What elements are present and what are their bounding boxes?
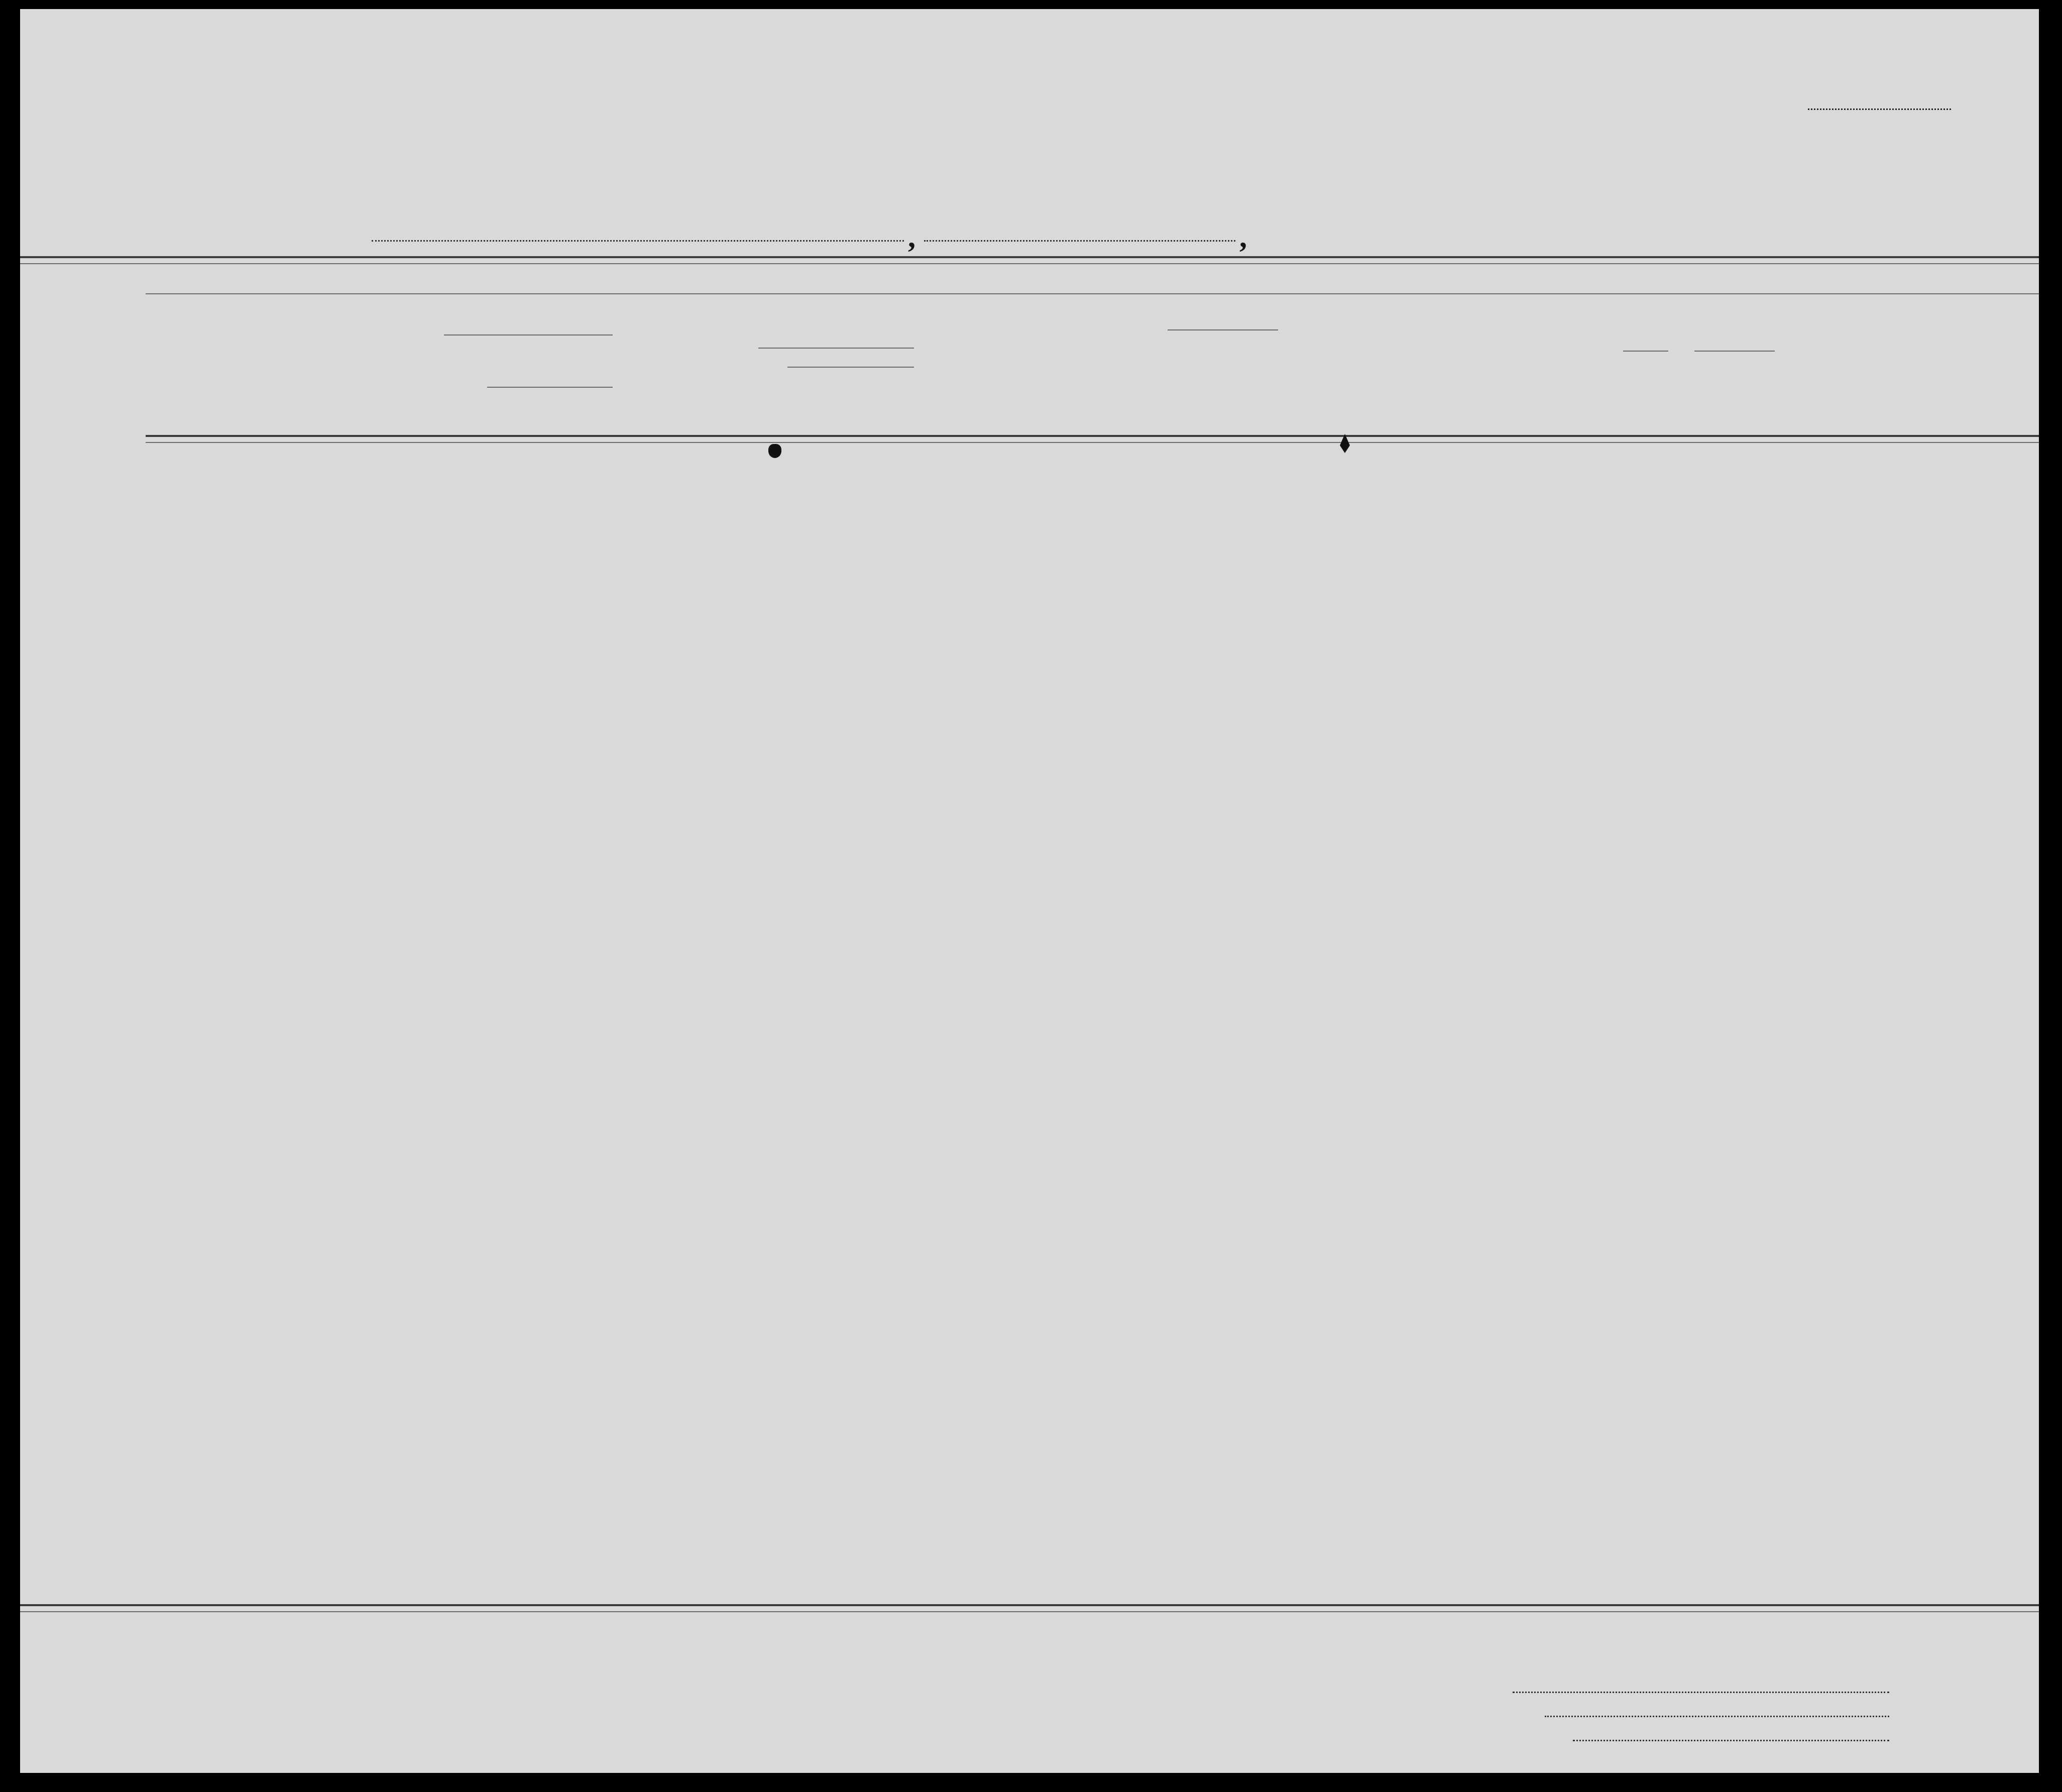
comma-separator: , [908,220,915,254]
col34-rule [1623,351,1668,352]
owners-field[interactable] [1545,1716,1889,1717]
port-field-line[interactable] [372,240,904,242]
local-agents-field[interactable] [1573,1740,1889,1741]
comma-separator-2: , [1239,220,1247,254]
header-rule-bottom-2 [146,442,2039,443]
hdr-purpose-return [1170,334,1202,430]
col18-usa-rule [487,387,613,388]
date-field-line[interactable] [924,240,1235,242]
hdr-prison [1282,305,1317,431]
table-bottom-rule [20,1604,2039,1606]
col18-group-rule [444,334,613,335]
col22-ifyes-rule [787,367,914,368]
hdr-excluded [1471,305,1491,431]
ink-blot [768,444,781,458]
hdr-offer-labor [1431,305,1466,431]
hdr-purpose-citizen [1242,334,1275,430]
header-rule-bottom [146,435,2039,437]
manifest-sheet [20,9,2039,1773]
column-number-rule [146,293,2039,294]
col36-rule [1694,351,1775,352]
line-field[interactable] [1513,1692,1889,1693]
hdr-arrested [1495,305,1513,431]
col22-top-rule [758,348,914,349]
header-rule-top-2 [20,263,2039,264]
hdr-overthrow [1372,305,1425,431]
col24-top-rule [1168,329,1278,330]
hdr-ticket [619,305,641,431]
hdr-fifty-dollars [733,305,753,431]
table-bottom-rule-2 [20,1611,2039,1612]
hdr-purpose-length [1206,334,1238,430]
list-number-field[interactable] [1808,108,1951,110]
header-rule-top [20,256,2039,258]
